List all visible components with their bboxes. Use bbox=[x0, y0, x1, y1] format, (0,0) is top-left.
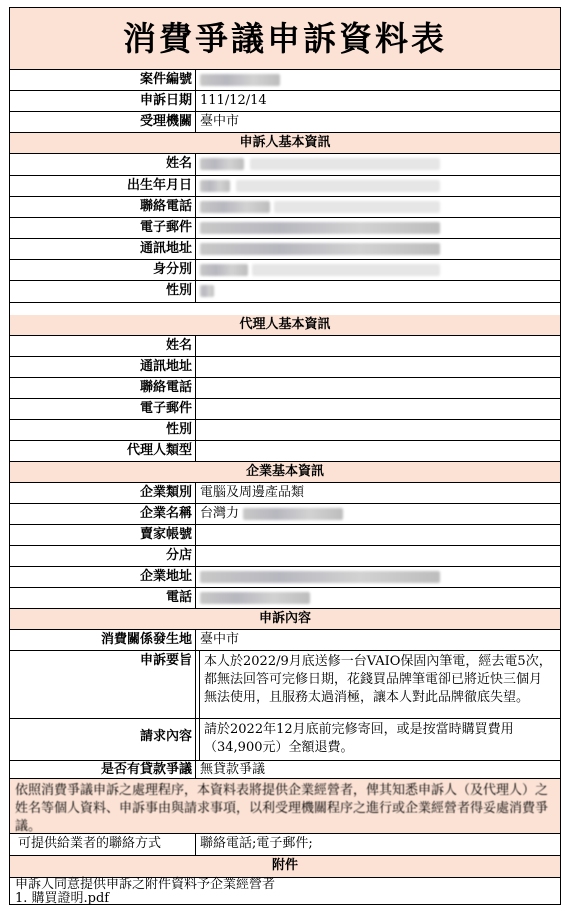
birth-row bbox=[10, 176, 560, 197]
summary-row bbox=[10, 651, 560, 719]
contact-label: 可提供給業者的聯絡方式 bbox=[10, 834, 196, 855]
location-label: 消費關係發生地 bbox=[10, 630, 196, 650]
agent-phone-value bbox=[196, 378, 560, 398]
agent-gender-value bbox=[196, 420, 560, 440]
date-value: 111/12/14 bbox=[200, 93, 267, 108]
company-category-value: 電腦及周邊產品類 bbox=[200, 485, 305, 500]
phone-row bbox=[10, 197, 560, 218]
company-phone-label: 電話 bbox=[10, 588, 196, 608]
complainant-header: 申訴人基本資訊 bbox=[10, 133, 560, 154]
gender-row bbox=[10, 281, 560, 303]
attachments-consent: 申訴人同意提供申訴之附件資料予企業經營者 bbox=[15, 877, 276, 892]
agent-address-label: 通訊地址 bbox=[10, 357, 196, 377]
company-name-row bbox=[10, 504, 560, 525]
agent-header: 代理人基本資訊 bbox=[10, 315, 560, 336]
company-name-label: 企業名稱 bbox=[10, 504, 196, 524]
birth-label: 出生年月日 bbox=[10, 176, 196, 196]
form-title: 消費爭議申訴資料表 bbox=[10, 8, 560, 70]
agent-address-value bbox=[196, 357, 560, 377]
birth-value bbox=[196, 176, 560, 196]
company-address-value bbox=[196, 567, 560, 587]
privacy-notice-text: 依照消費爭議申訴之處理程序，本資料表將提供企業經營者，俾其知悉申訴人（及代理人）之姓名等個人資料、申訴事由與請求事項，以利受理機關程序之進行或企業經營者得妥處消費爭議。 bbox=[15, 783, 549, 834]
agent-name-label: 姓名 bbox=[10, 336, 196, 356]
complainant-name-label: 姓名 bbox=[10, 154, 196, 175]
phone-label: 聯絡電話 bbox=[10, 197, 196, 217]
branch-row bbox=[10, 546, 560, 567]
email-label: 電子郵件 bbox=[10, 218, 196, 238]
company-category-row bbox=[10, 483, 560, 504]
agent-email-value bbox=[196, 399, 560, 419]
company-phone-row bbox=[10, 588, 560, 609]
agent-name-value bbox=[196, 336, 560, 356]
attachments-header: 附件 bbox=[10, 856, 560, 878]
agency-label: 受理機關 bbox=[10, 112, 196, 132]
location-row bbox=[10, 630, 560, 651]
agency-value: 臺中市 bbox=[200, 114, 240, 129]
agent-name-row bbox=[10, 336, 560, 357]
summary-value: 本人於2022/9月底送修一台VAIO保固內筆電，經去電5次，都無法回答可完修日期，花錢買品牌筆電卻已將近快三個月無法使用，且服務太過消極，讓本人對此品牌徹底失望。 bbox=[199, 651, 560, 718]
email-row bbox=[10, 218, 560, 239]
seller-value bbox=[196, 525, 560, 545]
summary-label: 申訴要旨 bbox=[10, 651, 196, 718]
loan-row bbox=[10, 761, 560, 779]
attachments-body bbox=[10, 878, 560, 904]
company-address-row bbox=[10, 567, 560, 588]
request-label: 請求內容 bbox=[10, 719, 196, 760]
address-row bbox=[10, 239, 560, 260]
address-value bbox=[196, 239, 560, 259]
agent-phone-row bbox=[10, 378, 560, 399]
branch-value bbox=[196, 546, 560, 566]
case-no-value bbox=[196, 70, 560, 90]
agent-address-row bbox=[10, 357, 560, 378]
contact-row bbox=[10, 834, 560, 856]
contact-value: 聯絡電話;電子郵件; bbox=[200, 836, 313, 851]
identity-row bbox=[10, 260, 560, 281]
company-category-label: 企業類別 bbox=[10, 483, 196, 503]
date-row bbox=[10, 91, 560, 112]
case-no-row bbox=[10, 70, 560, 91]
location-value: 臺中市 bbox=[200, 632, 240, 647]
agent-type-row bbox=[10, 441, 560, 462]
date-label: 申訴日期 bbox=[10, 91, 196, 111]
identity-label: 身分別 bbox=[10, 260, 196, 280]
loan-value: 無貸款爭議 bbox=[200, 762, 266, 777]
phone-value bbox=[196, 197, 560, 217]
email-value bbox=[196, 218, 560, 238]
agency-row bbox=[10, 112, 560, 133]
redacted-case-no bbox=[200, 74, 280, 86]
request-value: 請於2022年12月底前完修寄回，或是按當時購買費用（34,900元）全額退費。 bbox=[199, 719, 560, 760]
case-no-label: 案件編號 bbox=[10, 70, 196, 90]
agent-email-row bbox=[10, 399, 560, 420]
agent-email-label: 電子郵件 bbox=[10, 399, 196, 419]
complaint-header: 申訴內容 bbox=[10, 609, 560, 630]
privacy-notice bbox=[10, 779, 560, 834]
address-label: 通訊地址 bbox=[10, 239, 196, 259]
complaint-form bbox=[9, 7, 561, 905]
attachment-file-link[interactable]: 1. 購買證明.pdf bbox=[15, 891, 110, 906]
company-phone-value bbox=[196, 588, 560, 608]
branch-label: 分店 bbox=[10, 546, 196, 566]
company-name-text: 台灣力 bbox=[200, 506, 240, 521]
complainant-name-row bbox=[10, 154, 560, 176]
seller-label: 賣家帳號 bbox=[10, 525, 196, 545]
seller-row bbox=[10, 525, 560, 546]
agent-type-label: 代理人類型 bbox=[10, 441, 196, 461]
identity-value bbox=[196, 260, 560, 280]
company-header: 企業基本資訊 bbox=[10, 462, 560, 483]
loan-label: 是否有貸款爭議 bbox=[10, 761, 196, 778]
gender-value bbox=[196, 281, 560, 302]
request-row bbox=[10, 719, 560, 761]
company-name-value bbox=[196, 504, 560, 524]
company-address-label: 企業地址 bbox=[10, 567, 196, 587]
agent-gender-row bbox=[10, 420, 560, 441]
complainant-name-value bbox=[196, 154, 560, 175]
agent-phone-label: 聯絡電話 bbox=[10, 378, 196, 398]
agent-type-value bbox=[196, 441, 560, 461]
gender-label: 性別 bbox=[10, 281, 196, 302]
agent-gender-label: 性別 bbox=[10, 420, 196, 440]
